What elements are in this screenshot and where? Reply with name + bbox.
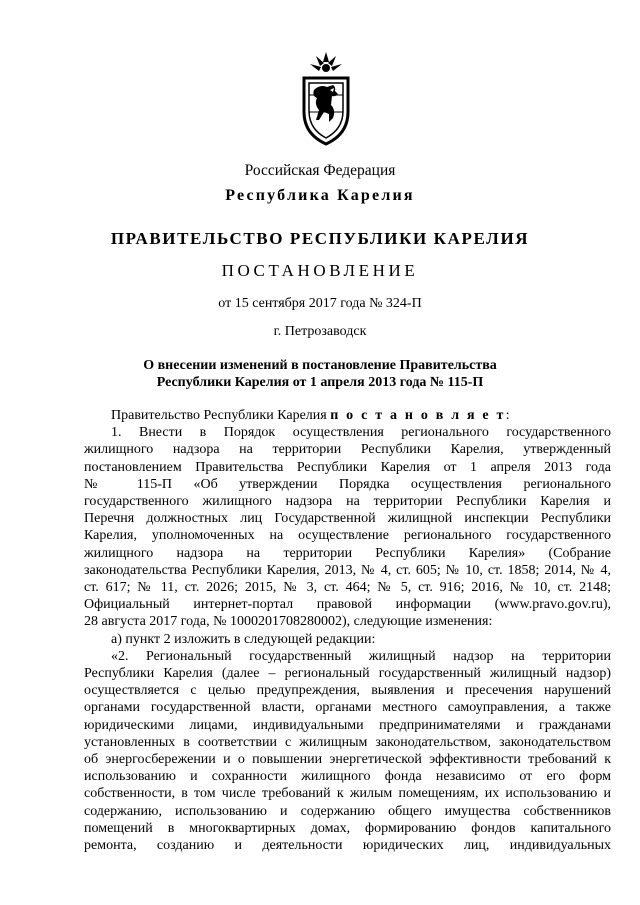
date-and-number: от 15 сентября 2017 года № 324-П xyxy=(218,296,422,311)
body-line: содержанию, использованию и содержанию общего имущества собственников xyxy=(84,803,611,819)
body-line: постановлением Правительства Республики Карелия от 1 апреля 2013 года xyxy=(84,459,611,475)
body-line: использованию и сохранности жилищного фонда независимо от его форм xyxy=(84,769,611,785)
body-line: установленных в соответствии с жилищным законодательством, законодательством xyxy=(84,734,611,750)
body-line: ст. 617; № 11, ст. 2026; 2015, № 3, ст. 464; № 5, ст. 916; 2016, № 10, ст. 2148; xyxy=(84,580,611,596)
body-line: № 115-П «Об утверждении Порядка осуществления регионального xyxy=(84,476,611,492)
body-line: юридическими лицами, индивидуальными предпринимателями и гражданами xyxy=(84,717,611,733)
body-line: 28 августа 2017 года, № 1000201708280002), следующие изменения: xyxy=(84,614,493,630)
body-line: Официальный интернет-портал правовой информации (www.pravo.gov.ru), xyxy=(84,597,611,613)
city: г. Петрозаводск xyxy=(273,324,367,339)
body-line: жилищного надзора на территории Республики Карелия, утвержденный xyxy=(84,442,611,458)
body-line: ремонта, созданию и деятельности юридических лиц, индивидуальных xyxy=(84,838,611,854)
body-line: органами государственной власти, органами местного самоуправления, а также xyxy=(84,700,611,716)
body-line: законодательства Республики Карелия, 2013, № 4, ст. 605; № 10, ст. 1858; 2014, № 4, xyxy=(84,562,611,578)
body-line: «2. Региональный государственный жилищный надзор на территории xyxy=(111,648,611,664)
republic-title: Республика Карелия xyxy=(225,187,415,204)
body-line: жилищного надзора на территории Республики Карелия» (Собрание xyxy=(84,545,611,561)
government-title: ПРАВИТЕЛЬСТВО РЕСПУБЛИКИ КАРЕЛИЯ xyxy=(110,229,530,248)
body-line: Перечня должностных лиц Государственной жилищной инспекции Республики xyxy=(84,511,611,527)
intro-resolves: п о с т а н о в л я е т xyxy=(330,408,506,423)
body-line: а) пункт 2 изложить в следующей редакции: xyxy=(111,631,376,647)
karelia-coat-of-arms-icon xyxy=(300,50,352,146)
subject-line: О внесении изменений в постановление Правительства xyxy=(143,358,497,373)
intro-colon: : xyxy=(505,408,510,423)
body-line: Карелия, уполномоченных на осуществление регионального государственного xyxy=(84,528,611,544)
body-line: 1. Внести в Порядок осуществления регионального государственного xyxy=(111,425,611,441)
intro-paragraph xyxy=(84,407,611,424)
body-line: государственного жилищного надзора на территории Республики Карелия и xyxy=(84,494,611,510)
body-line: осуществляется с целью предупреждения, выявления и пресечения нарушений xyxy=(84,683,611,699)
body-line: собственности, в том числе требований к жилым помещениям, их использованию и xyxy=(84,786,611,802)
document-type: ПОСТАНОВЛЕНИЕ xyxy=(221,261,419,280)
body-line: об энергосбережении и о повышении энергетической эффективности требований к xyxy=(84,752,611,768)
document-subject xyxy=(0,357,640,391)
document-body xyxy=(84,407,611,854)
body-line: помещений в многоквартирных домах, формированию фондов капитального xyxy=(84,820,611,836)
subject-line: Республики Карелия от 1 апреля 2013 года № 115-П xyxy=(156,375,484,390)
body-line: Республики Карелия (далее – региональный государственный жилищный надзор) xyxy=(84,666,611,682)
intro-text: Правительство Республики Карелия xyxy=(111,408,331,423)
country-title: Российская Федерация xyxy=(244,162,396,179)
